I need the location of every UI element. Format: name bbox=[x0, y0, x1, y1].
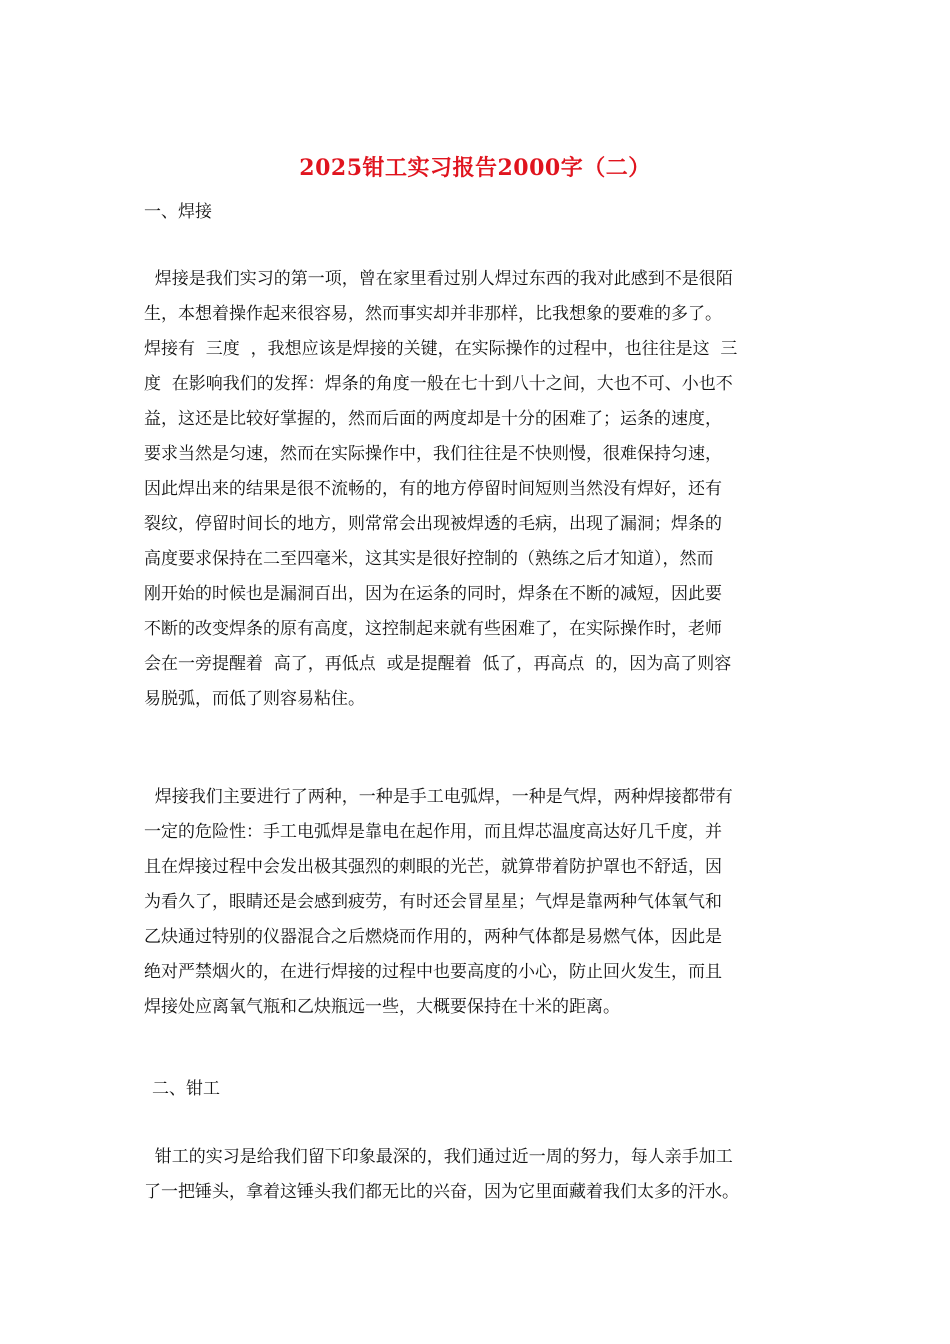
document-title: 2025钳工实习报告2000字（二） bbox=[299, 155, 651, 181]
text-line: 且在焊接过程中会发出极其强烈的刺眼的光芒，就算带着防护罩也不舒适，因 bbox=[144, 857, 722, 877]
section-heading-fitter: 二、钳工 bbox=[152, 1079, 220, 1099]
text-line: 刚开始的时候也是漏洞百出，因为在运条的同时，焊条在不断的减短，因此要 bbox=[144, 584, 722, 604]
text-line: 了一把锤头，拿着这锤头我们都无比的兴奋，因为它里面藏着我们太多的汗水。 bbox=[144, 1182, 739, 1202]
text-line: 裂纹，停留时间长的地方，则常常会出现被焊透的毛病，出现了漏洞；焊条的 bbox=[144, 514, 722, 534]
text-line: 绝对严禁烟火的，在进行焊接的过程中也要高度的小心，防止回火发生，而且 bbox=[144, 962, 722, 982]
text-line: 要求当然是匀速，然而在实际操作中，我们往往是不快则慢，很难保持匀速， bbox=[144, 444, 722, 464]
text-line: 会在一旁提醒着 高了，再低点 或是提醒着 低了，再高点 的，因为高了则容 bbox=[144, 654, 732, 674]
text-line: 焊接是我们实习的第一项，曾在家里看过别人焊过东西的我对此感到不是很陌 bbox=[144, 269, 733, 289]
text-line: 度 在影响我们的发挥：焊条的角度一般在七十到八十之间，大也不可、小也不 bbox=[144, 374, 733, 394]
text-line: 生，本想着操作起来很容易，然而事实却并非那样，比我想象的要难的多了。 bbox=[144, 304, 722, 324]
text-line: 焊接处应离氧气瓶和乙炔瓶远一些，大概要保持在十米的距离。 bbox=[144, 997, 620, 1017]
text-line: 易脱弧，而低了则容易粘住。 bbox=[144, 689, 365, 709]
paragraph-welding-intro bbox=[144, 262, 809, 717]
text-line: 高度要求保持在二至四毫米，这其实是很好控制的（熟练之后才知道），然而 bbox=[144, 549, 714, 569]
text-line: 乙炔通过特别的仪器混合之后燃烧而作用的，两种气体都是易燃气体，因此是 bbox=[144, 927, 722, 947]
paragraph-fitter-intro bbox=[144, 1140, 809, 1210]
paragraph-welding-types bbox=[144, 780, 809, 1025]
text-line: 益，这还是比较好掌握的，然而后面的两度却是十分的困难了；运条的速度， bbox=[144, 409, 722, 429]
text-line: 不断的改变焊条的原有高度，这控制起来就有些困难了，在实际操作时，老师 bbox=[144, 619, 722, 639]
text-line: 因此焊出来的结果是很不流畅的，有的地方停留时间短则当然没有焊好，还有 bbox=[144, 479, 722, 499]
text-line: 焊接有 三度 ，我想应该是焊接的关键，在实际操作的过程中，也往往是这 三 bbox=[144, 339, 738, 359]
text-line: 焊接我们主要进行了两种，一种是手工电弧焊，一种是气焊，两种焊接都带有 bbox=[144, 787, 733, 807]
text-line: 钳工的实习是给我们留下印象最深的，我们通过近一周的努力，每人亲手加工 bbox=[144, 1147, 733, 1167]
section-heading-welding: 一、焊接 bbox=[144, 202, 212, 222]
text-line: 为看久了，眼睛还是会感到疲劳，有时还会冒星星；气焊是靠两种气体氧气和 bbox=[144, 892, 722, 912]
text-line: 一定的危险性：手工电弧焊是靠电在起作用，而且焊芯温度高达好几千度，并 bbox=[144, 822, 722, 842]
